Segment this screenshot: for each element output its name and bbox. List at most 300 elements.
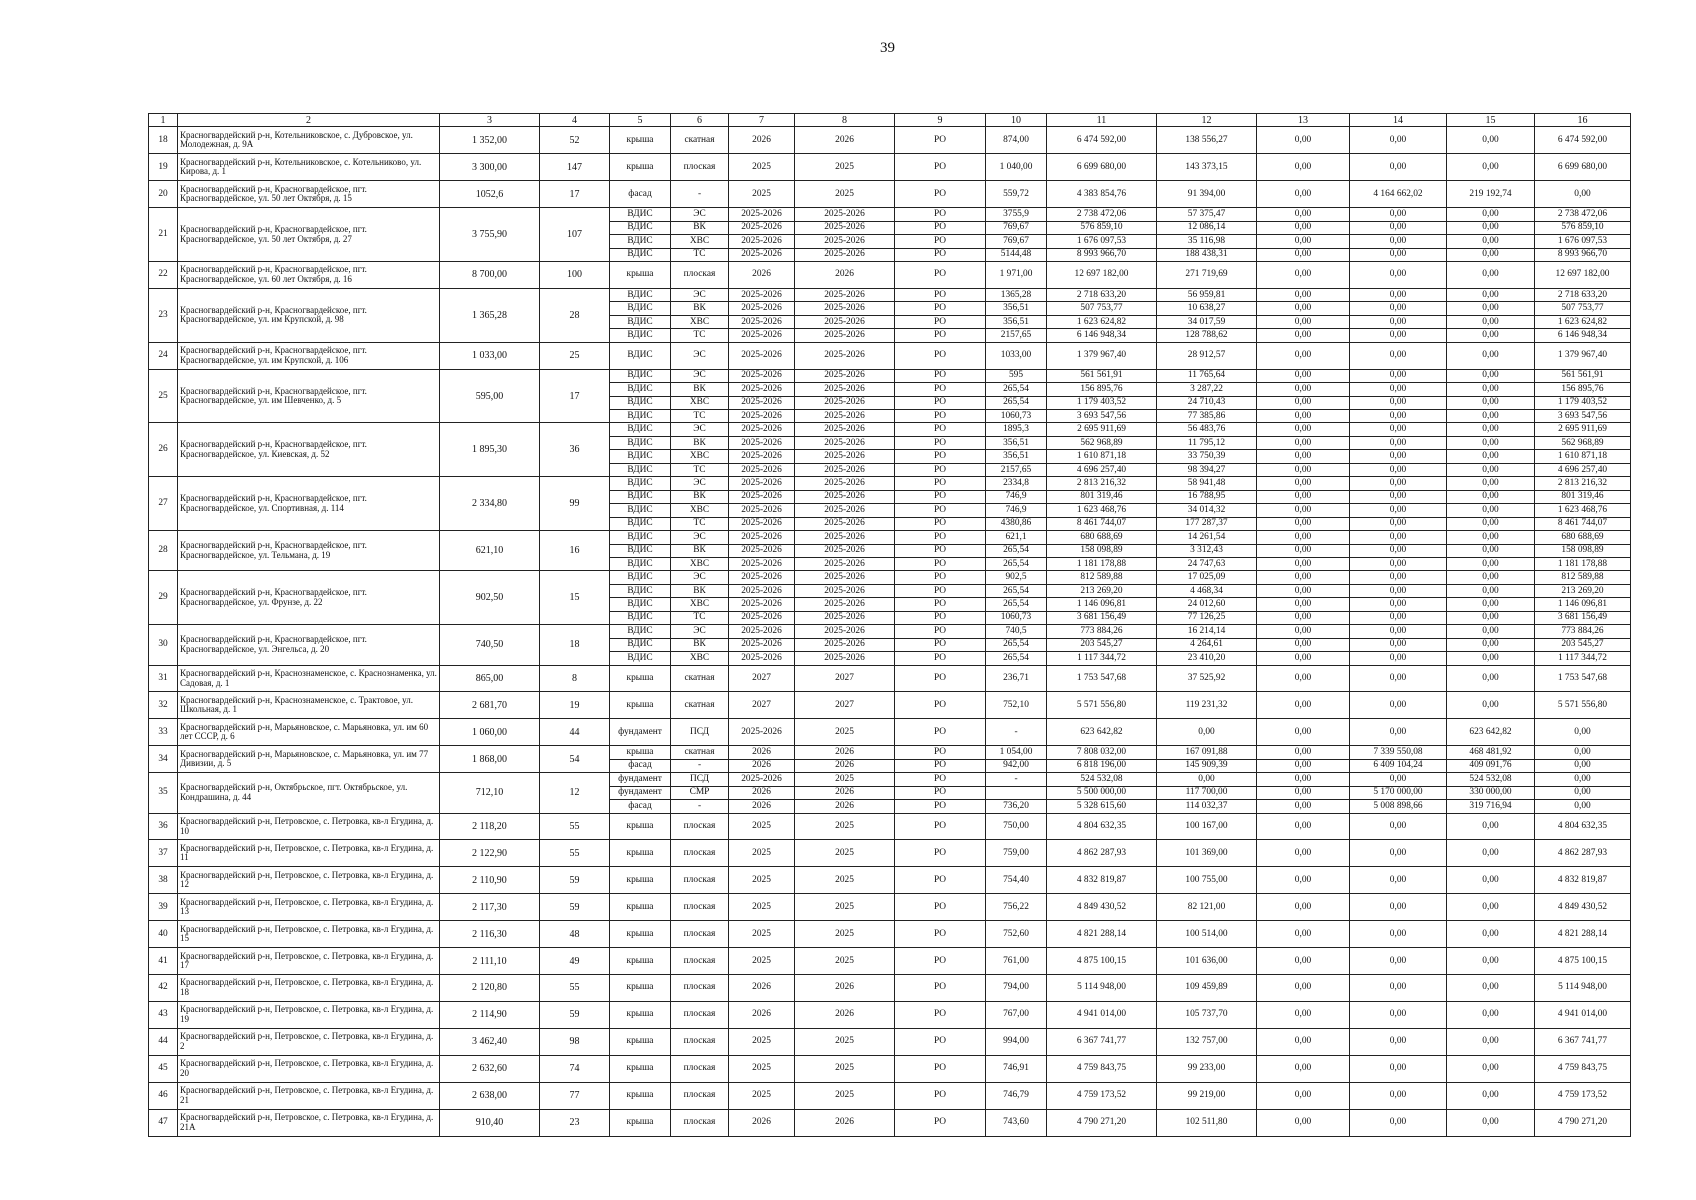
- residents-cell: 98: [540, 1028, 610, 1055]
- method-cell: РО: [895, 221, 986, 234]
- fund-owners-cell: 576 859,10: [1535, 221, 1631, 234]
- fund-local-cell: 0,00: [1447, 867, 1535, 894]
- row-number-cell: 18: [149, 127, 178, 154]
- fund-regional-cell: 0,00: [1350, 208, 1447, 221]
- work-subtype-cell: ХВС: [671, 450, 729, 463]
- work-subtype-cell: ТС: [671, 329, 729, 342]
- table-row: [149, 127, 1631, 154]
- volume-cell: 2157,65: [986, 329, 1047, 342]
- period-end-cell: 2025-2026: [795, 544, 895, 557]
- method-cell: РО: [895, 315, 986, 328]
- row-number-cell: 25: [149, 369, 178, 423]
- work-subtype-cell: ТС: [671, 463, 729, 476]
- total-cost-cell: 1 610 871,18: [1047, 450, 1157, 463]
- fund-local-cell: 0,00: [1447, 571, 1535, 584]
- period-start-cell: 2025: [729, 948, 795, 975]
- period-start-cell: 2025-2026: [729, 315, 795, 328]
- total-cost-cell: 5 328 615,60: [1047, 800, 1157, 813]
- column-number-cell: 3: [440, 114, 540, 127]
- work-subtype-cell: ЭС: [671, 477, 729, 490]
- fund-federal-cell: 0,00: [1257, 746, 1350, 759]
- period-start-cell: 2025-2026: [729, 490, 795, 503]
- period-start-cell: 2025-2026: [729, 652, 795, 665]
- fund-owners-cell: 1 379 967,40: [1535, 342, 1631, 369]
- fund-regional-cell: 0,00: [1350, 127, 1447, 154]
- method-cell: РО: [895, 504, 986, 517]
- residents-cell: 17: [540, 369, 610, 423]
- method-cell: РО: [895, 557, 986, 570]
- fund-federal-cell: 0,00: [1257, 383, 1350, 396]
- fund-local-cell: 0,00: [1447, 975, 1535, 1002]
- fund-local-cell: 219 192,74: [1447, 181, 1535, 208]
- address-cell: Красногвардейский р-н, Красногвардейское, пгт. Красногвардейское, ул. Тельмана, д. 19: [178, 531, 440, 571]
- row-number-cell: 44: [149, 1028, 178, 1055]
- fund-local-cell: 0,00: [1447, 396, 1535, 409]
- fund-owners-cell: 5 114 948,00: [1535, 975, 1631, 1002]
- work-type-cell: крыша: [610, 127, 671, 154]
- area-cell: 2 638,00: [440, 1082, 540, 1109]
- method-cell: РО: [895, 544, 986, 557]
- table-row: [149, 477, 1631, 490]
- period-end-cell: 2025-2026: [795, 557, 895, 570]
- work-subtype-cell: ЭС: [671, 625, 729, 638]
- work-subtype-cell: скатная: [671, 665, 729, 692]
- total-cost-cell: 4 832 819,87: [1047, 867, 1157, 894]
- fund-regional-cell: 0,00: [1350, 719, 1447, 746]
- period-start-cell: 2025-2026: [729, 719, 795, 746]
- row-number-cell: 20: [149, 181, 178, 208]
- address-cell: Красногвардейский р-н, Красногвардейское, пгт. Красногвардейское, ул. Фрунзе, д. 22: [178, 571, 440, 625]
- method-cell: РО: [895, 975, 986, 1002]
- volume-cell: 1033,00: [986, 342, 1047, 369]
- fund-regional-cell: 0,00: [1350, 840, 1447, 867]
- address-cell: Красногвардейский р-н, Петровское, с. Петровка, кв-л Егудина, д. 21: [178, 1082, 440, 1109]
- fund-local-cell: 0,00: [1447, 342, 1535, 369]
- fund-local-cell: 0,00: [1447, 652, 1535, 665]
- volume-cell: 265,54: [986, 652, 1047, 665]
- address-cell: Красногвардейский р-н, Котельниковское, с. Дубровское, ул. Молодежная, д. 9А: [178, 127, 440, 154]
- period-start-cell: 2025-2026: [729, 611, 795, 624]
- method-cell: РО: [895, 746, 986, 759]
- residents-cell: 23: [540, 1109, 610, 1136]
- work-subtype-cell: ВК: [671, 638, 729, 651]
- period-start-cell: 2025: [729, 867, 795, 894]
- area-cell: 1 868,00: [440, 746, 540, 773]
- method-cell: РО: [895, 235, 986, 248]
- work-type-cell: ВДИС: [610, 544, 671, 557]
- period-start-cell: 2025-2026: [729, 571, 795, 584]
- fund-federal-cell: 0,00: [1257, 342, 1350, 369]
- cost-per-unit-cell: 58 941,48: [1157, 477, 1257, 490]
- fund-regional-cell: 0,00: [1350, 813, 1447, 840]
- work-type-cell: крыша: [610, 1109, 671, 1136]
- table-row: [149, 1001, 1631, 1028]
- volume-cell: 236,71: [986, 665, 1047, 692]
- fund-local-cell: 0,00: [1447, 409, 1535, 422]
- fund-regional-cell: 0,00: [1350, 773, 1447, 786]
- fund-local-cell: 0,00: [1447, 517, 1535, 530]
- method-cell: РО: [895, 248, 986, 261]
- fund-federal-cell: 0,00: [1257, 235, 1350, 248]
- fund-local-cell: 0,00: [1447, 154, 1535, 181]
- period-end-cell: 2026: [795, 127, 895, 154]
- cost-per-unit-cell: 138 556,27: [1157, 127, 1257, 154]
- period-end-cell: 2027: [795, 665, 895, 692]
- work-type-cell: крыша: [610, 665, 671, 692]
- fund-local-cell: 0,00: [1447, 315, 1535, 328]
- area-cell: 2 122,90: [440, 840, 540, 867]
- area-cell: 712,10: [440, 773, 540, 813]
- residents-cell: 52: [540, 127, 610, 154]
- fund-local-cell: 0,00: [1447, 1001, 1535, 1028]
- fund-local-cell: 0,00: [1447, 450, 1535, 463]
- period-end-cell: 2026: [795, 786, 895, 799]
- fund-regional-cell: 0,00: [1350, 315, 1447, 328]
- volume-cell: 994,00: [986, 1028, 1047, 1055]
- work-subtype-cell: ТС: [671, 248, 729, 261]
- period-end-cell: 2025-2026: [795, 463, 895, 476]
- cost-per-unit-cell: 3 287,22: [1157, 383, 1257, 396]
- period-end-cell: 2026: [795, 746, 895, 759]
- method-cell: РО: [895, 477, 986, 490]
- fund-local-cell: 0,00: [1447, 638, 1535, 651]
- fund-regional-cell: 0,00: [1350, 369, 1447, 382]
- residents-cell: 25: [540, 342, 610, 369]
- period-end-cell: 2025-2026: [795, 288, 895, 301]
- fund-regional-cell: 0,00: [1350, 409, 1447, 422]
- period-end-cell: 2025-2026: [795, 652, 895, 665]
- fund-federal-cell: 0,00: [1257, 409, 1350, 422]
- fund-regional-cell: 0,00: [1350, 894, 1447, 921]
- method-cell: РО: [895, 1055, 986, 1082]
- fund-local-cell: 0,00: [1447, 288, 1535, 301]
- total-cost-cell: 4 941 014,00: [1047, 1001, 1157, 1028]
- method-cell: РО: [895, 1082, 986, 1109]
- period-end-cell: 2025-2026: [795, 450, 895, 463]
- cost-per-unit-cell: 11 795,12: [1157, 436, 1257, 449]
- period-start-cell: 2025: [729, 813, 795, 840]
- work-type-cell: крыша: [610, 1028, 671, 1055]
- fund-owners-cell: 1 146 096,81: [1535, 598, 1631, 611]
- total-cost-cell: 6 818 196,00: [1047, 759, 1157, 772]
- fund-local-cell: 0,00: [1447, 1109, 1535, 1136]
- fund-owners-cell: 561 561,91: [1535, 369, 1631, 382]
- period-end-cell: 2025-2026: [795, 369, 895, 382]
- address-cell: Красногвардейский р-н, Красногвардейское, пгт. Красногвардейское, ул. 50 лет Октября, д. 27: [178, 208, 440, 262]
- method-cell: РО: [895, 383, 986, 396]
- fund-local-cell: 0,00: [1447, 329, 1535, 342]
- fund-federal-cell: 0,00: [1257, 450, 1350, 463]
- work-type-cell: фасад: [610, 181, 671, 208]
- cost-per-unit-cell: 14 261,54: [1157, 531, 1257, 544]
- cost-per-unit-cell: 145 909,39: [1157, 759, 1257, 772]
- total-cost-cell: 1 379 967,40: [1047, 342, 1157, 369]
- work-type-cell: ВДИС: [610, 248, 671, 261]
- cost-per-unit-cell: 11 765,64: [1157, 369, 1257, 382]
- work-type-cell: ВДИС: [610, 369, 671, 382]
- address-cell: Красногвардейский р-н, Петровское, с. Петровка, кв-л Егудина, д. 19: [178, 1001, 440, 1028]
- period-end-cell: 2025: [795, 840, 895, 867]
- work-subtype-cell: плоская: [671, 975, 729, 1002]
- fund-local-cell: 0,00: [1447, 544, 1535, 557]
- period-end-cell: 2025: [795, 1028, 895, 1055]
- fund-owners-cell: 3 681 156,49: [1535, 611, 1631, 624]
- period-start-cell: 2025-2026: [729, 598, 795, 611]
- period-end-cell: 2026: [795, 261, 895, 288]
- address-cell: Красногвардейский р-н, Петровское, с. Петровка, кв-л Егудина, д. 12: [178, 867, 440, 894]
- table-row: [149, 154, 1631, 181]
- cost-per-unit-cell: 24 012,60: [1157, 598, 1257, 611]
- period-start-cell: 2025-2026: [729, 504, 795, 517]
- column-number-cell: 13: [1257, 114, 1350, 127]
- address-cell: Красногвардейский р-н, Котельниковское, с. Котельниково, ул. Кирова, д. 1: [178, 154, 440, 181]
- period-start-cell: 2026: [729, 746, 795, 759]
- fund-federal-cell: 0,00: [1257, 625, 1350, 638]
- cost-per-unit-cell: 100 514,00: [1157, 921, 1257, 948]
- fund-federal-cell: 0,00: [1257, 611, 1350, 624]
- volume-cell: -: [986, 773, 1047, 786]
- period-end-cell: 2025-2026: [795, 598, 895, 611]
- work-subtype-cell: ХВС: [671, 598, 729, 611]
- period-end-cell: 2025: [795, 181, 895, 208]
- work-type-cell: фундамент: [610, 773, 671, 786]
- fund-federal-cell: 0,00: [1257, 571, 1350, 584]
- fund-federal-cell: 0,00: [1257, 221, 1350, 234]
- period-start-cell: 2025-2026: [729, 517, 795, 530]
- work-subtype-cell: ЭС: [671, 288, 729, 301]
- fund-federal-cell: 0,00: [1257, 477, 1350, 490]
- method-cell: РО: [895, 638, 986, 651]
- total-cost-cell: 8 461 744,07: [1047, 517, 1157, 530]
- method-cell: РО: [895, 302, 986, 315]
- work-type-cell: ВДИС: [610, 208, 671, 221]
- period-end-cell: 2026: [795, 1001, 895, 1028]
- cost-per-unit-cell: 109 459,89: [1157, 975, 1257, 1002]
- cost-per-unit-cell: 34 014,32: [1157, 504, 1257, 517]
- cost-per-unit-cell: 101 369,00: [1157, 840, 1257, 867]
- work-subtype-cell: плоская: [671, 894, 729, 921]
- total-cost-cell: 4 849 430,52: [1047, 894, 1157, 921]
- period-start-cell: 2025: [729, 154, 795, 181]
- fund-regional-cell: 0,00: [1350, 221, 1447, 234]
- residents-cell: 19: [540, 692, 610, 719]
- area-cell: 2 681,70: [440, 692, 540, 719]
- table-row: [149, 1028, 1631, 1055]
- volume-cell: 1 054,00: [986, 746, 1047, 759]
- residents-cell: 99: [540, 477, 610, 531]
- residents-cell: 12: [540, 773, 610, 813]
- work-type-cell: ВДИС: [610, 504, 671, 517]
- table-row: [149, 948, 1631, 975]
- work-type-cell: фундамент: [610, 719, 671, 746]
- fund-local-cell: 330 000,00: [1447, 786, 1535, 799]
- volume-cell: 767,00: [986, 1001, 1047, 1028]
- total-cost-cell: 1 753 547,68: [1047, 665, 1157, 692]
- fund-local-cell: 0,00: [1447, 477, 1535, 490]
- fund-regional-cell: 0,00: [1350, 921, 1447, 948]
- work-type-cell: ВДИС: [610, 315, 671, 328]
- work-type-cell: ВДИС: [610, 477, 671, 490]
- volume-cell: 740,5: [986, 625, 1047, 638]
- total-cost-cell: 4 696 257,40: [1047, 463, 1157, 476]
- fund-regional-cell: 0,00: [1350, 625, 1447, 638]
- fund-regional-cell: 0,00: [1350, 490, 1447, 503]
- area-cell: 910,40: [440, 1109, 540, 1136]
- cost-per-unit-cell: 271 719,69: [1157, 261, 1257, 288]
- area-cell: 740,50: [440, 625, 540, 665]
- period-end-cell: 2025-2026: [795, 625, 895, 638]
- fund-local-cell: 0,00: [1447, 598, 1535, 611]
- method-cell: РО: [895, 813, 986, 840]
- method-cell: РО: [895, 369, 986, 382]
- area-cell: 2 118,20: [440, 813, 540, 840]
- work-subtype-cell: ЭС: [671, 342, 729, 369]
- fund-local-cell: 0,00: [1447, 557, 1535, 570]
- fund-local-cell: 0,00: [1447, 261, 1535, 288]
- fund-local-cell: 0,00: [1447, 423, 1535, 436]
- total-cost-cell: 5 500 000,00: [1047, 786, 1157, 799]
- method-cell: РО: [895, 1001, 986, 1028]
- cost-per-unit-cell: 3 312,43: [1157, 544, 1257, 557]
- work-type-cell: ВДИС: [610, 288, 671, 301]
- period-end-cell: 2025: [795, 719, 895, 746]
- fund-owners-cell: 801 319,46: [1535, 490, 1631, 503]
- period-start-cell: 2027: [729, 692, 795, 719]
- volume-cell: 595: [986, 369, 1047, 382]
- fund-local-cell: 0,00: [1447, 436, 1535, 449]
- fund-owners-cell: 0,00: [1535, 759, 1631, 772]
- period-start-cell: 2025-2026: [729, 463, 795, 476]
- period-start-cell: 2025-2026: [729, 638, 795, 651]
- period-end-cell: 2026: [795, 975, 895, 1002]
- cost-per-unit-cell: 188 438,31: [1157, 248, 1257, 261]
- fund-local-cell: 0,00: [1447, 611, 1535, 624]
- method-cell: РО: [895, 261, 986, 288]
- fund-local-cell: 0,00: [1447, 235, 1535, 248]
- residents-cell: 77: [540, 1082, 610, 1109]
- period-end-cell: 2026: [795, 1109, 895, 1136]
- table-row: [149, 665, 1631, 692]
- work-subtype-cell: -: [671, 181, 729, 208]
- fund-regional-cell: 0,00: [1350, 1109, 1447, 1136]
- fund-local-cell: 0,00: [1447, 625, 1535, 638]
- period-start-cell: 2025-2026: [729, 288, 795, 301]
- area-cell: 621,10: [440, 531, 540, 571]
- work-subtype-cell: плоская: [671, 813, 729, 840]
- fund-regional-cell: 5 008 898,66: [1350, 800, 1447, 813]
- area-cell: 3 462,40: [440, 1028, 540, 1055]
- address-cell: Красногвардейский р-н, Марьяновское, с. Марьяновка, ул. им 60 лет СССР, д. 6: [178, 719, 440, 746]
- fund-regional-cell: 0,00: [1350, 383, 1447, 396]
- fund-federal-cell: 0,00: [1257, 315, 1350, 328]
- period-start-cell: 2026: [729, 1109, 795, 1136]
- total-cost-cell: 5 114 948,00: [1047, 975, 1157, 1002]
- fund-federal-cell: 0,00: [1257, 154, 1350, 181]
- residents-cell: 74: [540, 1055, 610, 1082]
- period-start-cell: 2025-2026: [729, 584, 795, 597]
- fund-owners-cell: 6 367 741,77: [1535, 1028, 1631, 1055]
- column-number-cell: 1: [149, 114, 178, 127]
- fund-local-cell: 0,00: [1447, 221, 1535, 234]
- total-cost-cell: 2 738 472,06: [1047, 208, 1157, 221]
- volume-cell: 769,67: [986, 235, 1047, 248]
- fund-federal-cell: 0,00: [1257, 598, 1350, 611]
- cost-per-unit-cell: 35 116,98: [1157, 235, 1257, 248]
- period-start-cell: 2026: [729, 800, 795, 813]
- fund-local-cell: 0,00: [1447, 894, 1535, 921]
- fund-owners-cell: 4 832 819,87: [1535, 867, 1631, 894]
- volume-cell: 754,40: [986, 867, 1047, 894]
- period-start-cell: 2026: [729, 1001, 795, 1028]
- fund-federal-cell: 0,00: [1257, 396, 1350, 409]
- fund-federal-cell: 0,00: [1257, 436, 1350, 449]
- fund-federal-cell: 0,00: [1257, 127, 1350, 154]
- fund-federal-cell: 0,00: [1257, 463, 1350, 476]
- address-cell: Красногвардейский р-н, Красногвардейское, пгт. Красногвардейское, ул. Спортивная, д. 114: [178, 477, 440, 531]
- column-number-cell: 11: [1047, 114, 1157, 127]
- volume-cell: 902,5: [986, 571, 1047, 584]
- period-end-cell: 2025-2026: [795, 531, 895, 544]
- period-end-cell: 2025-2026: [795, 611, 895, 624]
- method-cell: РО: [895, 948, 986, 975]
- cost-per-unit-cell: 4 264,61: [1157, 638, 1257, 651]
- period-start-cell: 2025: [729, 1082, 795, 1109]
- work-type-cell: крыша: [610, 1055, 671, 1082]
- period-start-cell: 2026: [729, 786, 795, 799]
- total-cost-cell: 203 545,27: [1047, 638, 1157, 651]
- area-cell: 2 117,30: [440, 894, 540, 921]
- total-cost-cell: 2 813 216,32: [1047, 477, 1157, 490]
- row-number-cell: 46: [149, 1082, 178, 1109]
- work-type-cell: крыша: [610, 975, 671, 1002]
- address-cell: Красногвардейский р-н, Красногвардейское, пгт. Красногвардейское, ул. им Шевченко, д. 5: [178, 369, 440, 423]
- work-subtype-cell: ВК: [671, 544, 729, 557]
- page-number: 39: [880, 40, 895, 56]
- total-cost-cell: 524 532,08: [1047, 773, 1157, 786]
- method-cell: РО: [895, 894, 986, 921]
- volume-cell: 356,51: [986, 315, 1047, 328]
- period-start-cell: 2025-2026: [729, 329, 795, 342]
- row-number-cell: 26: [149, 423, 178, 477]
- work-type-cell: крыша: [610, 692, 671, 719]
- fund-federal-cell: 0,00: [1257, 759, 1350, 772]
- fund-local-cell: 0,00: [1447, 665, 1535, 692]
- work-type-cell: крыша: [610, 1001, 671, 1028]
- work-subtype-cell: ВК: [671, 490, 729, 503]
- period-start-cell: 2025-2026: [729, 450, 795, 463]
- work-type-cell: ВДИС: [610, 625, 671, 638]
- total-cost-cell: 6 367 741,77: [1047, 1028, 1157, 1055]
- cost-per-unit-cell: 101 636,00: [1157, 948, 1257, 975]
- fund-owners-cell: 1 181 178,88: [1535, 557, 1631, 570]
- column-number-cell: 7: [729, 114, 795, 127]
- area-cell: 2 114,90: [440, 1001, 540, 1028]
- volume-cell: 759,00: [986, 840, 1047, 867]
- fund-owners-cell: 6 699 680,00: [1535, 154, 1631, 181]
- work-subtype-cell: плоская: [671, 1082, 729, 1109]
- total-cost-cell: 6 474 592,00: [1047, 127, 1157, 154]
- work-subtype-cell: скатная: [671, 692, 729, 719]
- fund-regional-cell: 0,00: [1350, 1028, 1447, 1055]
- fund-local-cell: 0,00: [1447, 302, 1535, 315]
- cost-per-unit-cell: 102 511,80: [1157, 1109, 1257, 1136]
- fund-local-cell: 0,00: [1447, 692, 1535, 719]
- period-end-cell: 2025: [795, 867, 895, 894]
- volume-cell: 942,00: [986, 759, 1047, 772]
- period-end-cell: 2025-2026: [795, 329, 895, 342]
- column-number-cell: 14: [1350, 114, 1447, 127]
- area-cell: 3 755,90: [440, 208, 540, 262]
